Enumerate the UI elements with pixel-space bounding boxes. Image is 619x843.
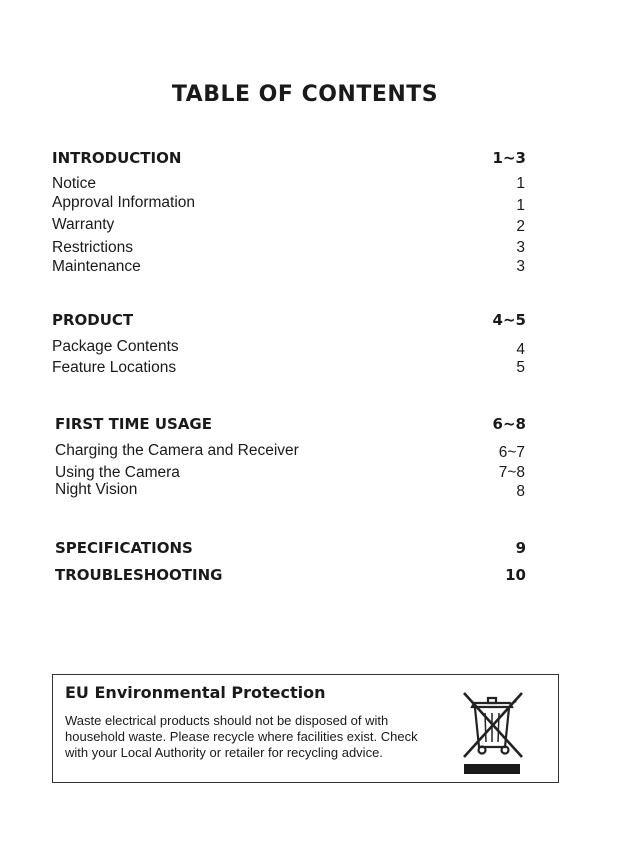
section-pages-specifications: 9 [515,539,526,557]
section-pages-introduction: 1~3 [492,149,526,167]
toc-item-warranty: Warranty [52,216,115,233]
toc-page-warranty: 2 [516,218,525,235]
section-pages-first-time-usage: 6~8 [492,415,526,433]
toc-item-charging: Charging the Camera and Receiver [55,442,299,459]
section-heading-introduction: INTRODUCTION [52,149,182,167]
page-title: TABLE OF CONTENTS [171,82,439,107]
toc-page-restrictions: 3 [516,239,525,256]
section-heading-specifications: SPECIFICATIONS [55,539,193,557]
toc-item-restrictions: Restrictions [52,239,133,256]
toc-item-maintenance: Maintenance [52,258,141,275]
toc-item-approval-information: Approval Information [52,194,196,211]
toc-page-maintenance: 3 [516,258,525,275]
toc-item-feature-locations: Feature Locations [52,359,177,376]
toc-item-using-the-camera: Using the Camera [55,464,180,481]
toc-page-charging: 6~7 [498,444,525,461]
section-pages-troubleshooting: 10 [505,566,526,584]
eu-notice-title: EU Environmental Protection [65,683,326,702]
toc-page-package-contents: 4 [516,341,525,358]
toc-item-package-contents: Package Contents [52,338,179,355]
eu-notice-body: Waste electrical products should not be disposed of with household waste. Please recycle where facilities exist. Check with your Local Authority or retailer for recycling advice. [65,713,418,760]
toc-item-night-vision: Night Vision [55,481,138,498]
toc-page-night-vision: 8 [516,483,525,500]
toc-page-using-the-camera: 7~8 [498,464,525,481]
toc-page-feature-locations: 5 [516,359,525,376]
section-heading-troubleshooting: TROUBLESHOOTING [55,566,223,584]
toc-page-approval-information: 1 [516,197,525,214]
eu-environmental-notice [52,674,559,783]
section-heading-product: PRODUCT [52,311,134,329]
section-pages-product: 4~5 [492,311,526,329]
toc-item-notice: Notice [52,175,96,192]
toc-page-notice: 1 [516,175,525,192]
crossed-out-wheelie-bin-icon [458,687,528,777]
section-heading-first-time-usage: FIRST TIME USAGE [55,415,212,433]
